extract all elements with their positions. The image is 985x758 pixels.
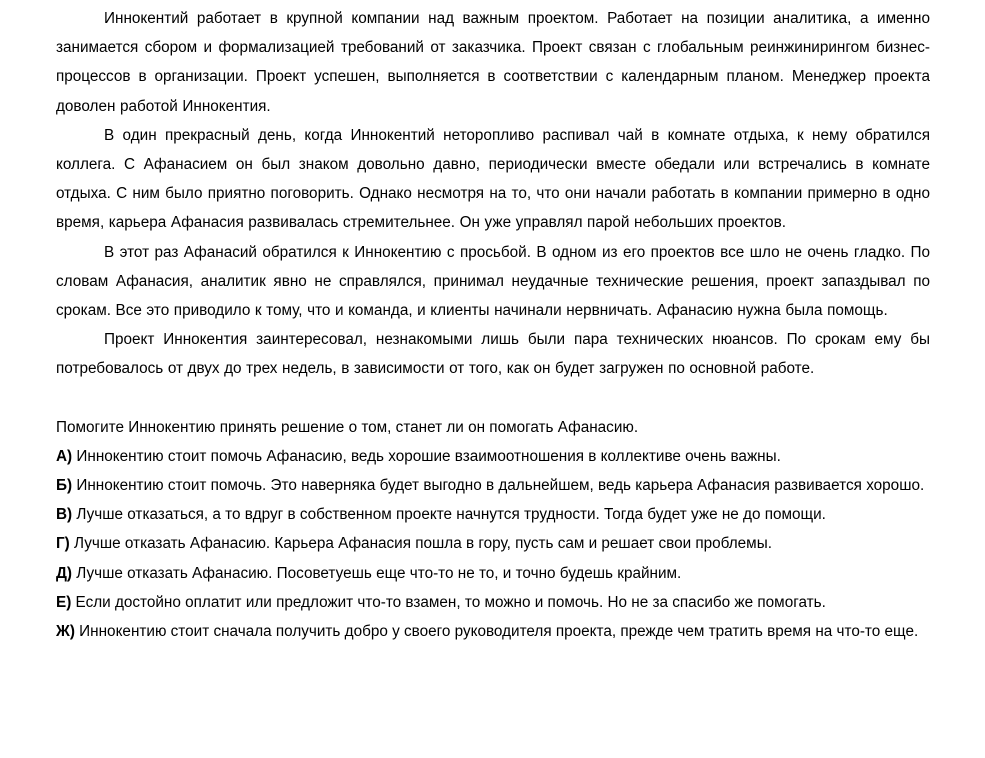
option-v[interactable] <box>56 500 930 529</box>
option-b-letter: Б) <box>56 477 73 495</box>
option-d[interactable] <box>56 559 930 588</box>
option-g-text: Лучше отказать Афанасию. Карьера Афанасия пошла в гору, пусть сам и решает свои проблемы. <box>74 535 772 553</box>
option-v-text: Лучше отказаться, а то вдруг в собственном проекте начнутся трудности. Тогда будет уже не до помощи. <box>76 506 826 524</box>
paragraph-2: В один прекрасный день, когда Иннокентий неторопливо распивал чай в комнате отдыха, к нему обратился коллега. С Афанасием он был знаком довольно давно, периодически вместе обедали или встречались в комнате отдыха. С ним было приятно поговорить. Однако несмотря на то, что они начали работать в компании примерно в одно время, карьера Афанасия развивалась стремительнее. Он уже управлял парой небольших проектов. <box>56 126 930 232</box>
paragraph-3: В этот раз Афанасий обратился к Иннокентию с просьбой. В одном из его проектов все шло не очень гладко. По словам Афанасия, аналитик явно не справлялся, принимал неудачные технические решения, проект запаздывал по срокам. Все это приводило к тому, что и команда, и клиенты начинали нервничать. Афанасию нужна была помощь. <box>56 243 930 320</box>
option-e[interactable] <box>56 588 930 617</box>
option-b-text: Иннокентию стоит помочь. Это наверняка будет выгодно в дальнейшем, ведь карьера Афанасия развивается хорошо. <box>76 477 925 495</box>
option-a-text: Иннокентию стоит помочь Афанасию, ведь хорошие взаимоотношения в коллективе очень важны. <box>76 447 781 465</box>
option-v-letter: В) <box>56 506 73 524</box>
paragraph-spacer <box>56 384 930 413</box>
paragraph-1: Иннокентий работает в крупной компании над важным проектом. Работает на позиции аналитика, а именно занимается сбором и формализацией требований от заказчика. Проект связан с глобальным реинжинирингом бизнес-процессов в организации. Проект успешен, выполняется в соответствии с календарным планом. Менеджер проекта доволен работой Иннокентия. <box>56 10 930 115</box>
option-g-letter: Г) <box>56 535 70 553</box>
paragraph-4: Проект Иннокентия заинтересовал, незнакомыми лишь были пара технических нюансов. По срокам ему бы потребовалось от двух до трех недель, в зависимости от того, как он будет загружен по основной работе. <box>56 331 930 378</box>
option-a-letter: А) <box>56 447 73 465</box>
document-body <box>56 4 930 646</box>
option-e-letter: Е) <box>56 593 72 611</box>
option-zh-text: Иннокентию стоит сначала получить добро у своего руководителя проекта, прежде чем тратить время на что-то еще. <box>79 623 919 641</box>
question-block <box>56 413 930 647</box>
option-b[interactable] <box>56 471 930 500</box>
option-zh-letter: Ж) <box>56 623 75 641</box>
question-prompt: Помогите Иннокентию принять решение о том, станет ли он помогать Афанасию. <box>56 418 639 436</box>
option-e-text: Если достойно оплатит или предложит что-то взамен, то можно и помочь. Но не за спасибо же помогать. <box>75 593 826 611</box>
option-zh[interactable] <box>56 617 930 646</box>
option-d-letter: Д) <box>56 564 72 582</box>
option-d-text: Лучше отказать Афанасию. Посоветуешь еще что-то не то, и точно будешь крайним. <box>76 564 682 582</box>
option-a[interactable] <box>56 442 930 471</box>
option-g[interactable] <box>56 529 930 558</box>
